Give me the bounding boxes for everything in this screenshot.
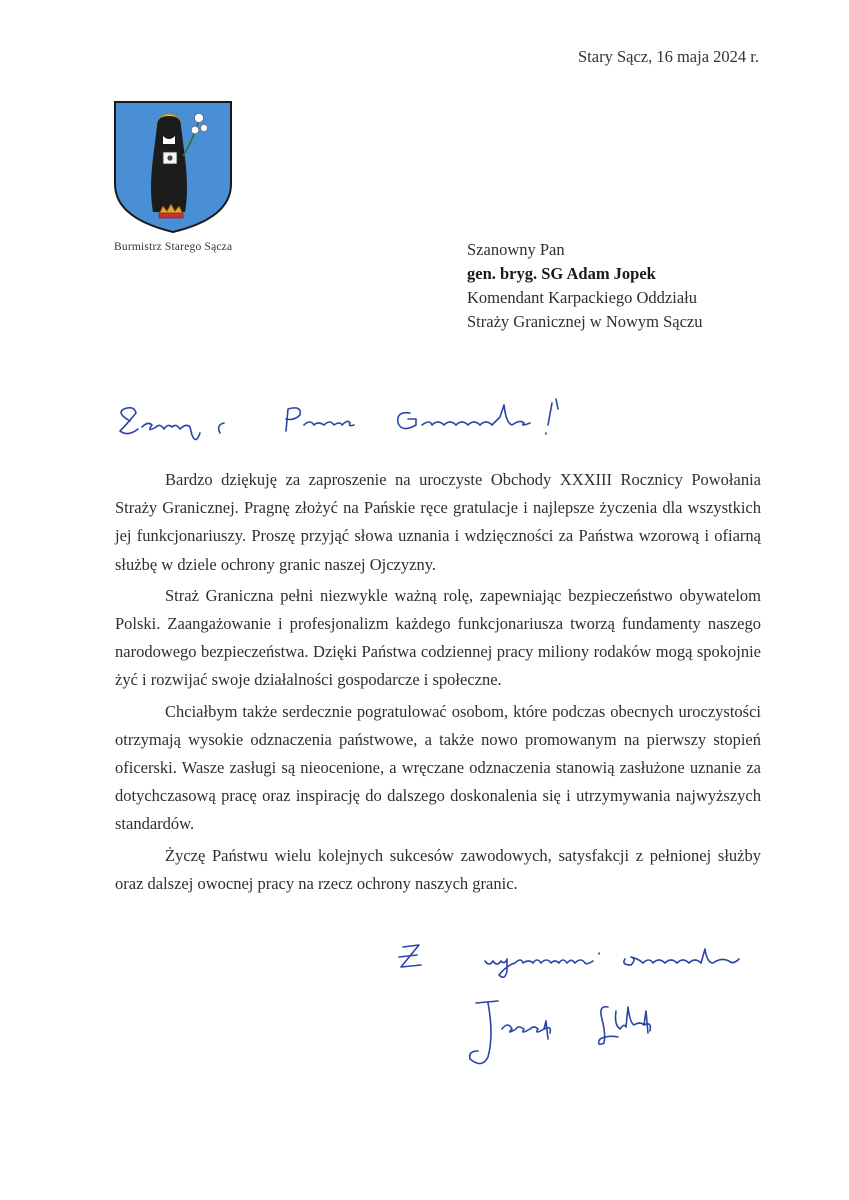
coat-of-arms-stary-sacz (113, 100, 233, 234)
handwritten-signature (460, 995, 670, 1075)
handwritten-greeting (112, 395, 572, 455)
addressee-block (467, 238, 703, 334)
letter-paragraph: Życzę Państwu wielu kolejnych sukcesów zawodowych, satysfakcji z pełnionej służby oraz dalszej owocnej pracy na rzecz ochrony naszych granic. (115, 845, 761, 893)
letter-paragraph: Chciałbym także serdecznie pogratulować osobom, które podczas obecnych uroczystości otrzymają wysokie odznaczenia państwowe, a także nowo promowanym na pierwszy stopień oficerski. Wasze zasługi są nieocenione, a wręczane odznaczenia stanowią zasłużone uznanie za dotychczasową pracę oraz inspirację do dalszego doskonalenia się i utrzymywania najwyższych standardów. (115, 701, 761, 834)
addressee-title-line-2: Straży Granicznej w Nowym Sączu (467, 312, 703, 331)
addressee-title-line-1: Komendant Karpackiego Oddziału (467, 288, 698, 307)
handwritten-closing (395, 935, 755, 995)
letter-paragraph: Straż Graniczna pełni niezwykle ważną rolę, zapewniając bezpieczeństwo obywatelom Polski. Zaangażowanie i profesjonalizm każdego funkcjonariusza tworzą fundamenty naszego narodowego bezpieczeństwa. Dzięki Państwa codziennej pracy miliony rodaków mogą spokojnie żyć i rozwijać swoje działalności gospodarcze i społeczne. (115, 585, 761, 690)
letter-body (115, 466, 761, 901)
addressee-salutation: Szanowny Pan (467, 240, 565, 259)
place-and-date: Stary Sącz, 16 maja 2024 r. (577, 47, 759, 66)
addressee-name: gen. bryg. SG Adam Jopek (467, 264, 656, 283)
letter-paragraph: Bardzo dziękuję za zaproszenie na uroczyste Obchody XXXIII Rocznicy Powołania Straży Granicznej. Pragnę złożyć na Pańskie ręce gratulacje i najlepsze życzenia dla wszystkich jej funkcjonariuszy. Proszę przyjąć słowa uznania i wdzięczności za Państwa wzorową i ofiarną służbę w dziele ochrony granic naszej Ojczyzny. (115, 470, 761, 574)
office-label: Burmistrz Starego Sącza (114, 241, 233, 253)
